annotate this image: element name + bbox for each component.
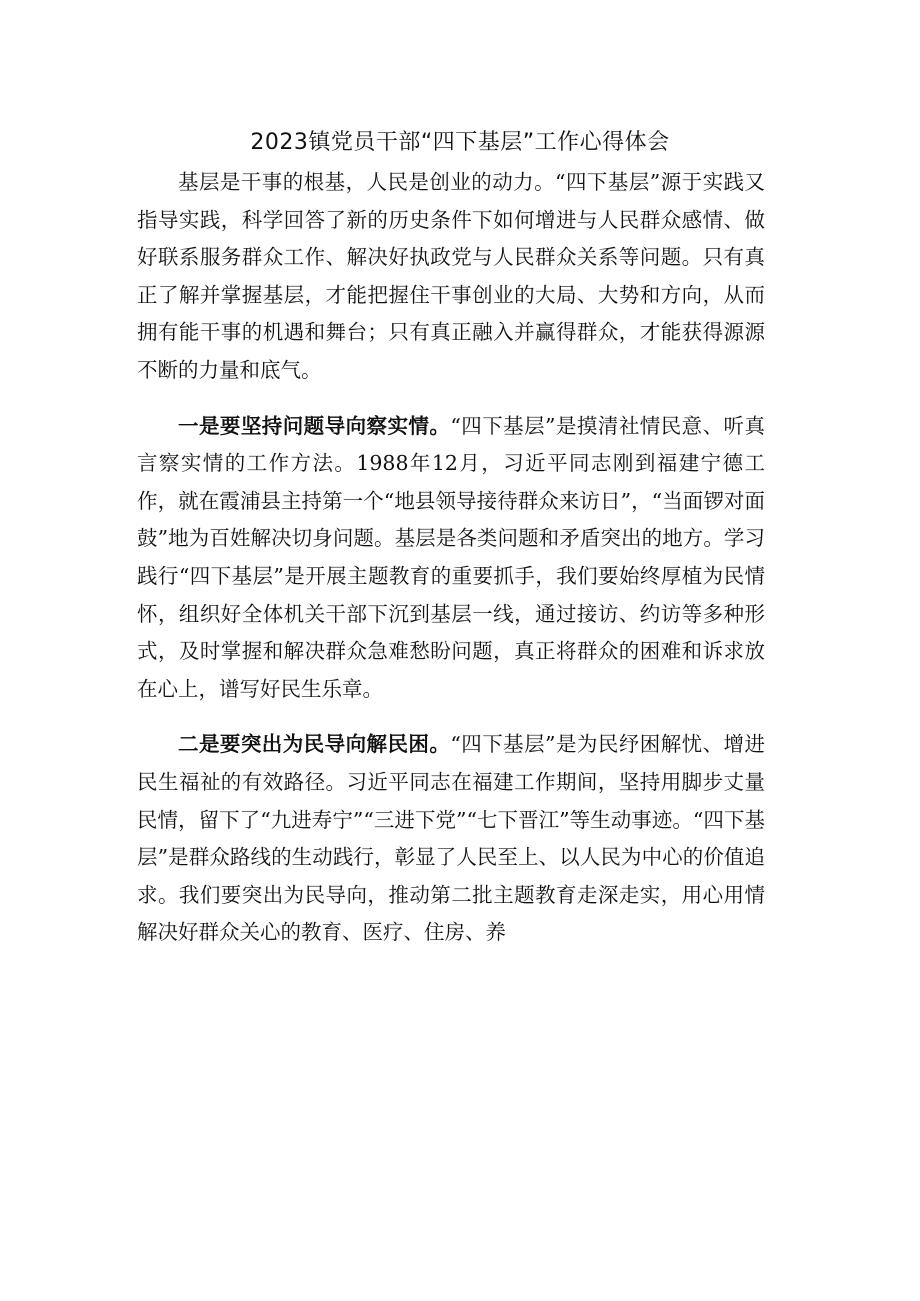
paragraph-intro bbox=[137, 164, 765, 390]
paragraph-lead-heading: 一是要坚持问题导向察实情。 bbox=[178, 413, 451, 438]
paragraph-text: “四下基层”是摸清社情民意、听真言察实情的工作方法。1988年12月，习近平同志刚到福建宁德工作，就在霞浦县主持第一个“地县领导接待群众来访日”，“当面锣对面鼓”地为百姓解决切身问题。基层是各类问题和矛盾突出的地方。学习践行“四下基层”是开展主题教育的重要抓手，我们要始终厚植为民情怀，组织好全体机关干部下沉到基层一线，通过接访、约访等多种形式，及时掌握和解决群众急难愁盼问题，真正将群众的困难和诉求放在心上，谱写好民生乐章。 bbox=[137, 413, 766, 701]
document-title: 2023镇党员干部“四下基层”工作心得体会 bbox=[250, 130, 670, 155]
paragraph-text: 基层是干事的根基，人民是创业的动力。“四下基层”源于实践又指导实践，科学回答了新的历史条件下如何增进与人民群众感情、做好联系服务群众工作、解决好执政党与人民群众关系等问题。只有真正了解并掌握基层，才能把握住干事创业的大局、大势和方向，从而拥有能干事的机遇和舞台；只有真正融入并赢得群众，才能获得源源不断的力量和底气。 bbox=[137, 170, 765, 382]
paragraph-text: “四下基层”是为民纾困解忧、增进民生福祉的有效路径。习近平同志在福建工作期间，坚持用脚步丈量民情，留下了“九进寿宁”“三进下党”“七下晋江”等生动事迹。“四下基层”是群众路线的生动践行，彰显了人民至上、以人民为中心的价值追求。我们要突出为民导向，推动第二批主题教育走深走实，用心用情解决好群众关心的教育、医疗、住房、养 bbox=[137, 732, 766, 945]
paragraph-point-two bbox=[137, 726, 765, 952]
document-body bbox=[137, 164, 765, 952]
paragraph-point-one bbox=[137, 408, 765, 709]
paragraph-lead-heading: 二是要突出为民导向解民困。 bbox=[178, 732, 451, 757]
